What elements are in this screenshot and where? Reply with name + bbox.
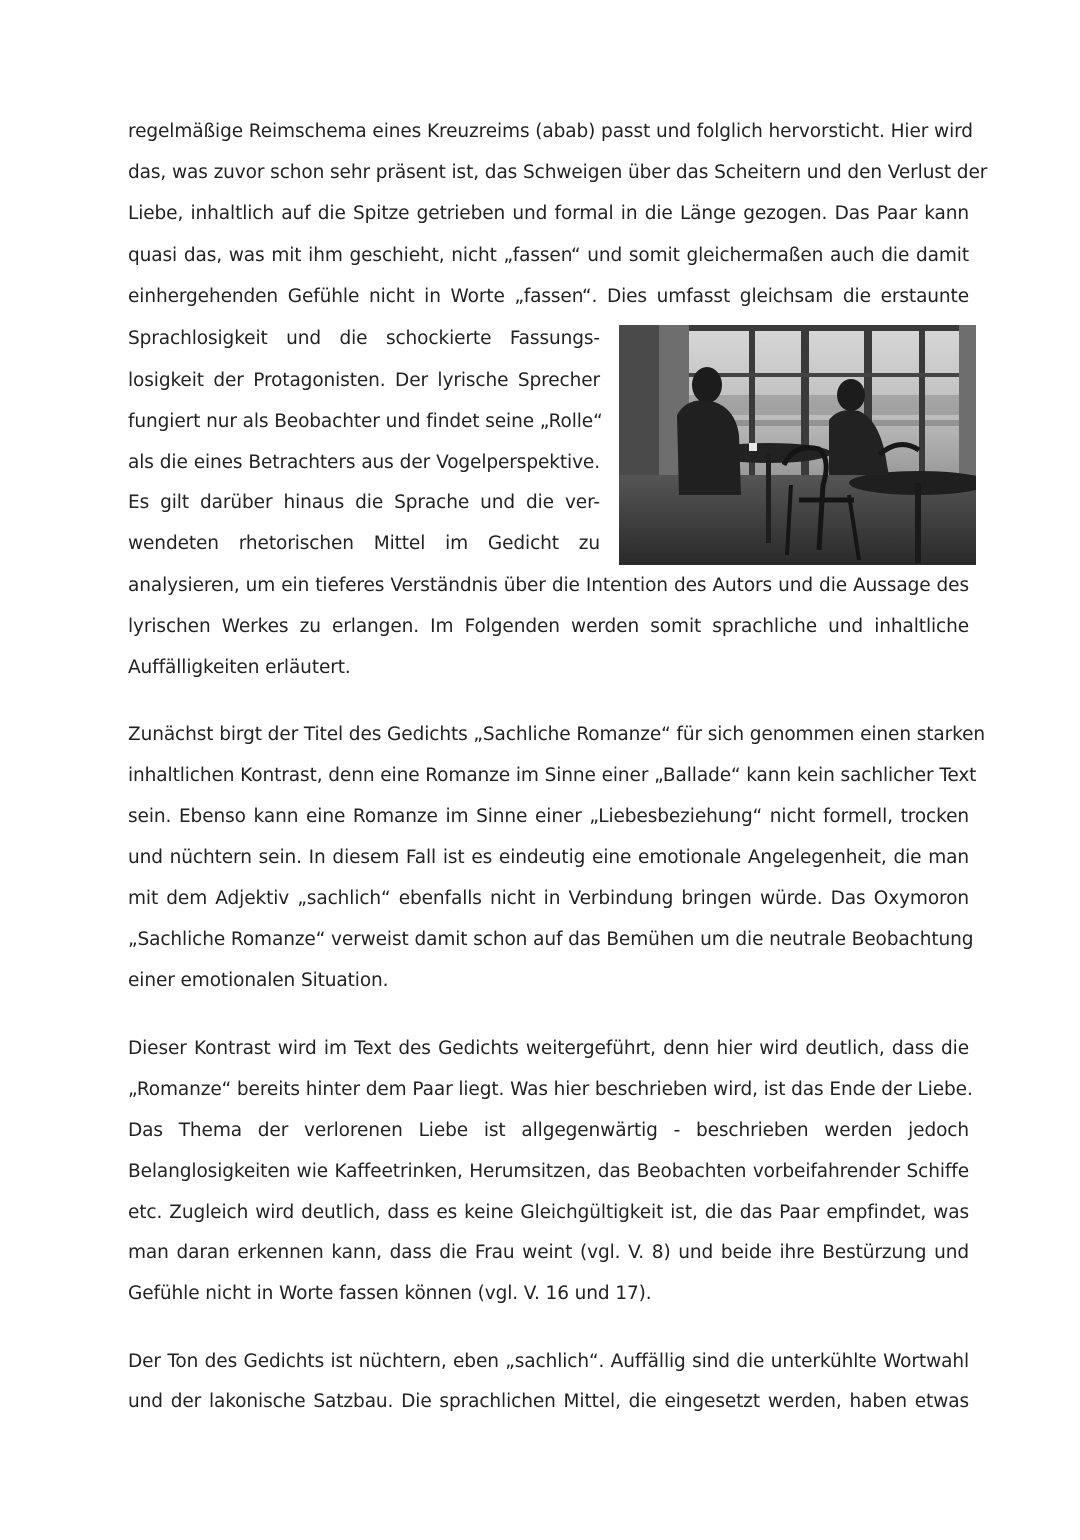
text-line: etc. Zugleich wird deutlich, dass es keine Gleichgültigkeit ist, die das Paar empfindet, was bbox=[128, 1202, 969, 1223]
text-line: Dieser Kontrast wird im Text des Gedichts weitergeführt, denn hier wird deutlich, dass die bbox=[128, 1038, 969, 1059]
text-line: Es gilt darüber hinaus die Sprache und die ver- bbox=[128, 492, 600, 513]
text-line: Das Thema der verlorenen Liebe ist allgegenwärtig - beschrieben werden jedoch bbox=[128, 1120, 969, 1141]
text-line: Liebe, inhaltlich auf die Spitze getrieben und formal in die Länge gezogen. Das Paar kann bbox=[128, 203, 969, 224]
text-line: Auffälligkeiten erläutert. bbox=[128, 657, 351, 678]
text-line: lyrischen Werkes zu erlangen. Im Folgenden werden somit sprachliche und inhaltliche bbox=[128, 616, 969, 637]
text-line: Der Ton des Gedichts ist nüchtern, eben „sachlich“. Auffällig sind die unterkühlte Wortwahl bbox=[128, 1351, 969, 1372]
text-line: wendeten rhetorischen Mittel im Gedicht zu bbox=[128, 533, 600, 554]
text-line: quasi das, was mit ihm geschieht, nicht „fassen“ und somit gleichermaßen auch die damit bbox=[128, 245, 969, 266]
cafe-couple-photo bbox=[619, 325, 976, 565]
text-line: das, was zuvor schon sehr präsent ist, das Schweigen über das Scheitern und den Verlust der bbox=[128, 162, 988, 183]
text-line: inhaltlichen Kontrast, denn eine Romanze im Sinne einer „Ballade“ kann kein sachlicher Text bbox=[128, 765, 977, 786]
photo-illustration bbox=[619, 325, 976, 565]
text-line: regelmäßige Reimschema eines Kreuzreims (abab) passt und folglich hervorsticht. Hier wird bbox=[128, 121, 973, 142]
text-line: fungiert nur als Beobachter und findet seine „Rolle“ bbox=[128, 411, 603, 432]
text-line: Zunächst birgt der Titel des Gedichts „Sachliche Romanze“ für sich genommen einen starken bbox=[128, 724, 986, 745]
text-line: Belanglosigkeiten wie Kaffeetrinken, Herumsitzen, das Beobachten vorbeifahrender Schiffe bbox=[128, 1161, 969, 1182]
text-line: und der lakonische Satzbau. Die sprachlichen Mittel, die eingesetzt werden, haben etwas bbox=[128, 1391, 969, 1412]
text-line: analysieren, um ein tieferes Verständnis über die Intention des Autors und die Aussage des bbox=[128, 575, 969, 596]
text-line: „Sachliche Romanze“ verweist damit schon auf das Bemühen um die neutrale Beobachtung bbox=[128, 929, 974, 950]
text-line: „Romanze“ bereits hinter dem Paar liegt. Was hier beschrieben wird, ist das Ende der Liebe. bbox=[128, 1079, 973, 1100]
text-line: sein. Ebenso kann eine Romanze im Sinne einer „Liebesbeziehung“ nicht formell, trocken bbox=[128, 806, 969, 827]
text-line: man daran erkennen kann, dass die Frau weint (vgl. V. 8) und beide ihre Bestürzung und bbox=[128, 1242, 969, 1263]
text-line: und nüchtern sein. In diesem Fall ist es eindeutig eine emotionale Angelegenheit, die man bbox=[128, 847, 969, 868]
text-line: einhergehenden Gefühle nicht in Worte „fassen“. Dies umfasst gleichsam die erstaunte bbox=[128, 286, 969, 307]
text-line: als die eines Betrachters aus der Vogelperspektive. bbox=[128, 452, 600, 473]
text-line: Gefühle nicht in Worte fassen können (vgl. V. 16 und 17). bbox=[128, 1283, 652, 1304]
text-line: einer emotionalen Situation. bbox=[128, 970, 389, 991]
text-line: losigkeit der Protagonisten. Der lyrische Sprecher bbox=[128, 370, 600, 391]
text-line: mit dem Adjektiv „sachlich“ ebenfalls nicht in Verbindung bringen würde. Das Oxymoron bbox=[128, 888, 969, 909]
text-line: Sprachlosigkeit und die schockierte Fassungs- bbox=[128, 328, 600, 349]
